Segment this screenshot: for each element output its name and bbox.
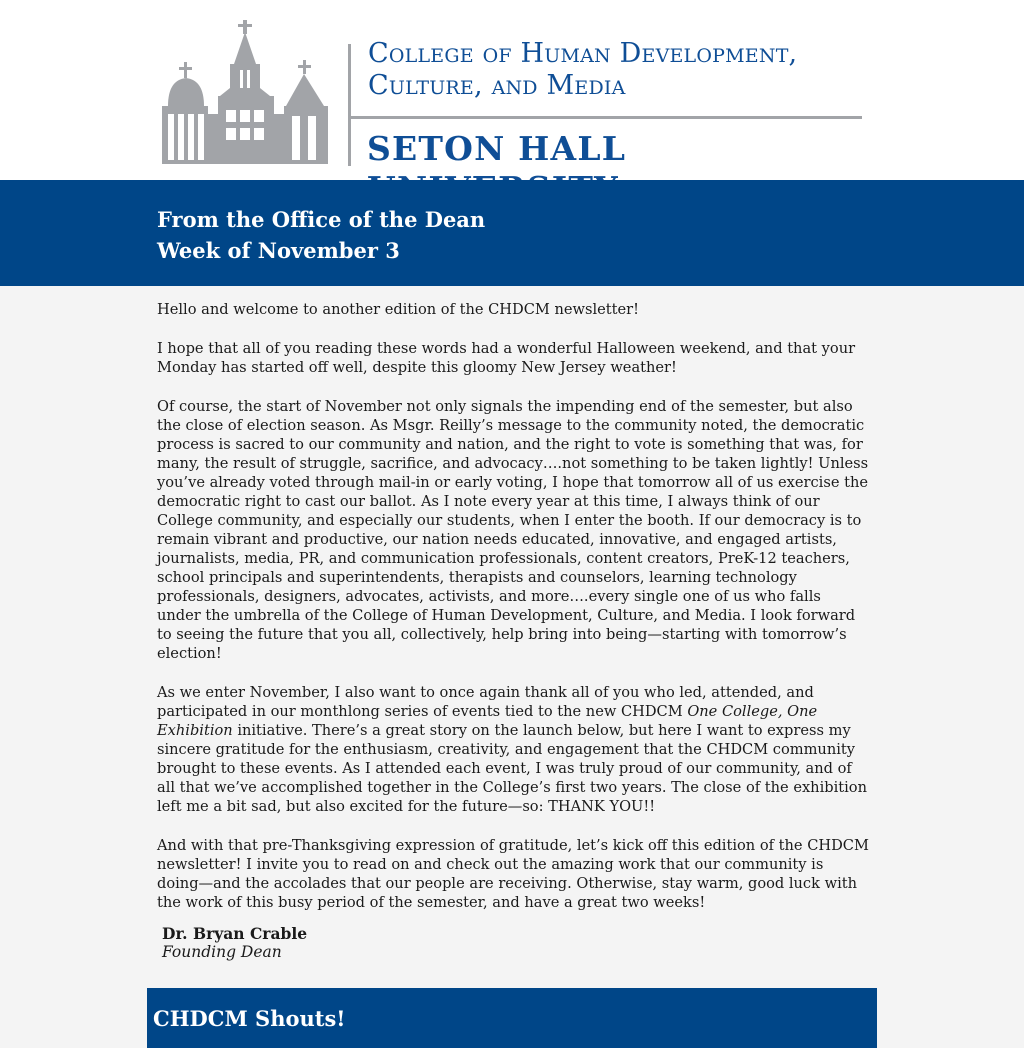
signature-block <box>162 924 307 962</box>
university-logo <box>160 18 864 168</box>
letter-paragraph: I hope that all of you reading these words had a wonderful Halloween weekend, and that your Monday has started off well, despite this gloomy New Jersey weather! <box>157 340 856 376</box>
banner-line1: From the Office of the Dean <box>157 207 486 232</box>
shouts-title: CHDCM Shouts! <box>153 1006 346 1031</box>
exhibition-title: One College, One Exhibition <box>157 703 818 739</box>
letter-paragraph <box>157 683 869 816</box>
banner-title <box>157 204 485 266</box>
letter-paragraph: And with that pre-Thanksgiving expression of gratitude, let’s kick off this edition of the CHDCM newsletter! I invite you to read on and check out the amazing work that our community is doing—and the accolades that our people are receiving. Otherwise, stay warm, good luck with the work of this busy period of the semester, and have a great two weeks! <box>157 837 869 911</box>
signature-name: Dr. Bryan Crable <box>162 924 308 943</box>
university-name: SETON HALL <box>367 129 627 168</box>
letter-text: As we enter November, I also want to once again thank all of you who led, attended, and participated in our monthlong series of events tied to the new CHDCM <box>157 684 814 720</box>
dean-letter <box>157 300 869 932</box>
dean-banner <box>0 180 1024 286</box>
shouts-section-header <box>147 988 877 1048</box>
letter-paragraph: Hello and welcome to another edition of the CHDCM newsletter! <box>157 301 639 318</box>
letter-text: initiative. There’s a great story on the launch below, but here I want to express my sincere gratitude for the enthusiasm, creativity, and engagement that the CHDCM community brought to these events. As I attended each event, I was truly proud of our community, and of all that we’ve accomplished together in the College’s first two years. The close of the exhibition left me a bit sad, but also excited for the future—so: THANK YOU!! <box>157 722 867 815</box>
logo-vertical-divider <box>348 44 351 166</box>
college-name-line1: College of Human Development, <box>368 38 798 69</box>
logo-horizontal-divider <box>350 116 862 119</box>
signature-title: Founding Dean <box>162 943 282 961</box>
chapel-logo-icon <box>160 18 335 168</box>
college-name-line2: Culture, and Media <box>368 70 626 101</box>
college-name <box>368 38 797 102</box>
letter-paragraph: Of course, the start of November not only signals the impending end of the semester, but also the close of election season. As Msgr. Reilly’s message to the community noted, the democratic process is sacred to our community and nation, and the right to vote is something that was, for many, the result of struggle, sacrifice, and advocacy….not something to be taken lightly! Unless you’ve already voted through mail-in or early voting, I hope that tomorrow all of us exercise the democratic right to cast our ballot. As I note every year at this time, I always think of our College community, and especially our students, when I enter the booth. If our democracy is to remain vibrant and productive, our nation needs educated, innovative, and engaged artists, journalists, media, PR, and communication professionals, content creators, PreK-12 teachers, school principals and superintendents, therapists and counselors, learning technology professionals, designers, advocates, activists, and more….every single one of us who falls under the umbrella of the College of Human Development, Culture, and Media. I look forward to seeing the future that you all, collectively, help bring into being—starting with tomorrow’s election! <box>157 398 869 662</box>
banner-line2: Week of November 3 <box>157 238 400 263</box>
newsletter-header <box>0 0 1024 180</box>
